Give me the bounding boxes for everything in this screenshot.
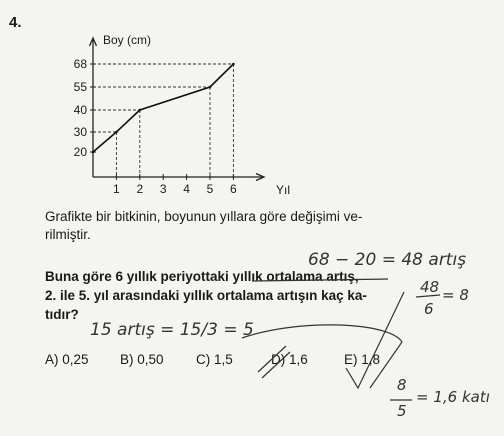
question-statement-line-2: rilmiştir. (45, 227, 91, 242)
handwritten-bottom-numerator: 8 (397, 376, 407, 394)
handwritten-fraction-denominator: 6 (424, 300, 434, 318)
underline-stroke (252, 279, 388, 281)
option-d[interactable]: D) 1,6 (271, 352, 308, 367)
handwritten-fraction-result: = 8 (442, 286, 469, 304)
x-axis-label: Yıl (276, 183, 291, 197)
check-stroke (346, 292, 404, 388)
x-tick-label: 4 (183, 182, 190, 196)
option-b[interactable]: B) 0,50 (120, 352, 164, 367)
question-ask-line-2: 2. ile 5. yıl arasındaki yıllık ortalama artışın kaç ka- (45, 288, 367, 303)
option-d-mark (258, 346, 290, 378)
handwritten-top-work: 68 − 20 = 48 artış (308, 250, 467, 270)
y-tick-label: 20 (73, 145, 87, 159)
y-tick-label: 68 (73, 57, 87, 71)
handwritten-bottom-denominator: 5 (397, 402, 407, 420)
question-number: 4. (9, 14, 22, 31)
y-tick-label: 55 (73, 80, 87, 94)
y-tick-label: 40 (73, 103, 87, 117)
question-statement-line-1: Grafikte bir bitkinin, boyunun yıllara göre değişimi ve- (45, 209, 363, 224)
handwritten-bottom-result: = 1,6 katı (416, 388, 490, 406)
option-c[interactable]: C) 1,5 (196, 352, 233, 367)
handwritten-fraction-numerator: 48 (420, 278, 440, 296)
y-tick-label: 30 (73, 125, 87, 139)
option-e[interactable]: E) 1,8 (344, 352, 381, 367)
x-tick-label: 6 (230, 182, 237, 196)
question-ask-line-3: tıdır? (45, 307, 79, 322)
handwritten-mid-work: 15 artış = 15/3 = 5 (90, 320, 254, 340)
x-tick-label: 5 (206, 182, 214, 196)
x-tick-label: 1 (113, 182, 120, 196)
fraction-bar-top (416, 295, 440, 297)
y-axis-label: Boy (cm) (103, 33, 151, 47)
question-ask-line-1: Buna göre 6 yıllık periyottaki yıllık ortalama artış, (45, 269, 359, 284)
x-tick-label: 3 (159, 182, 167, 196)
arrow-curve (242, 325, 402, 388)
option-a[interactable]: A) 0,25 (45, 352, 89, 367)
x-tick-label: 2 (136, 182, 144, 196)
